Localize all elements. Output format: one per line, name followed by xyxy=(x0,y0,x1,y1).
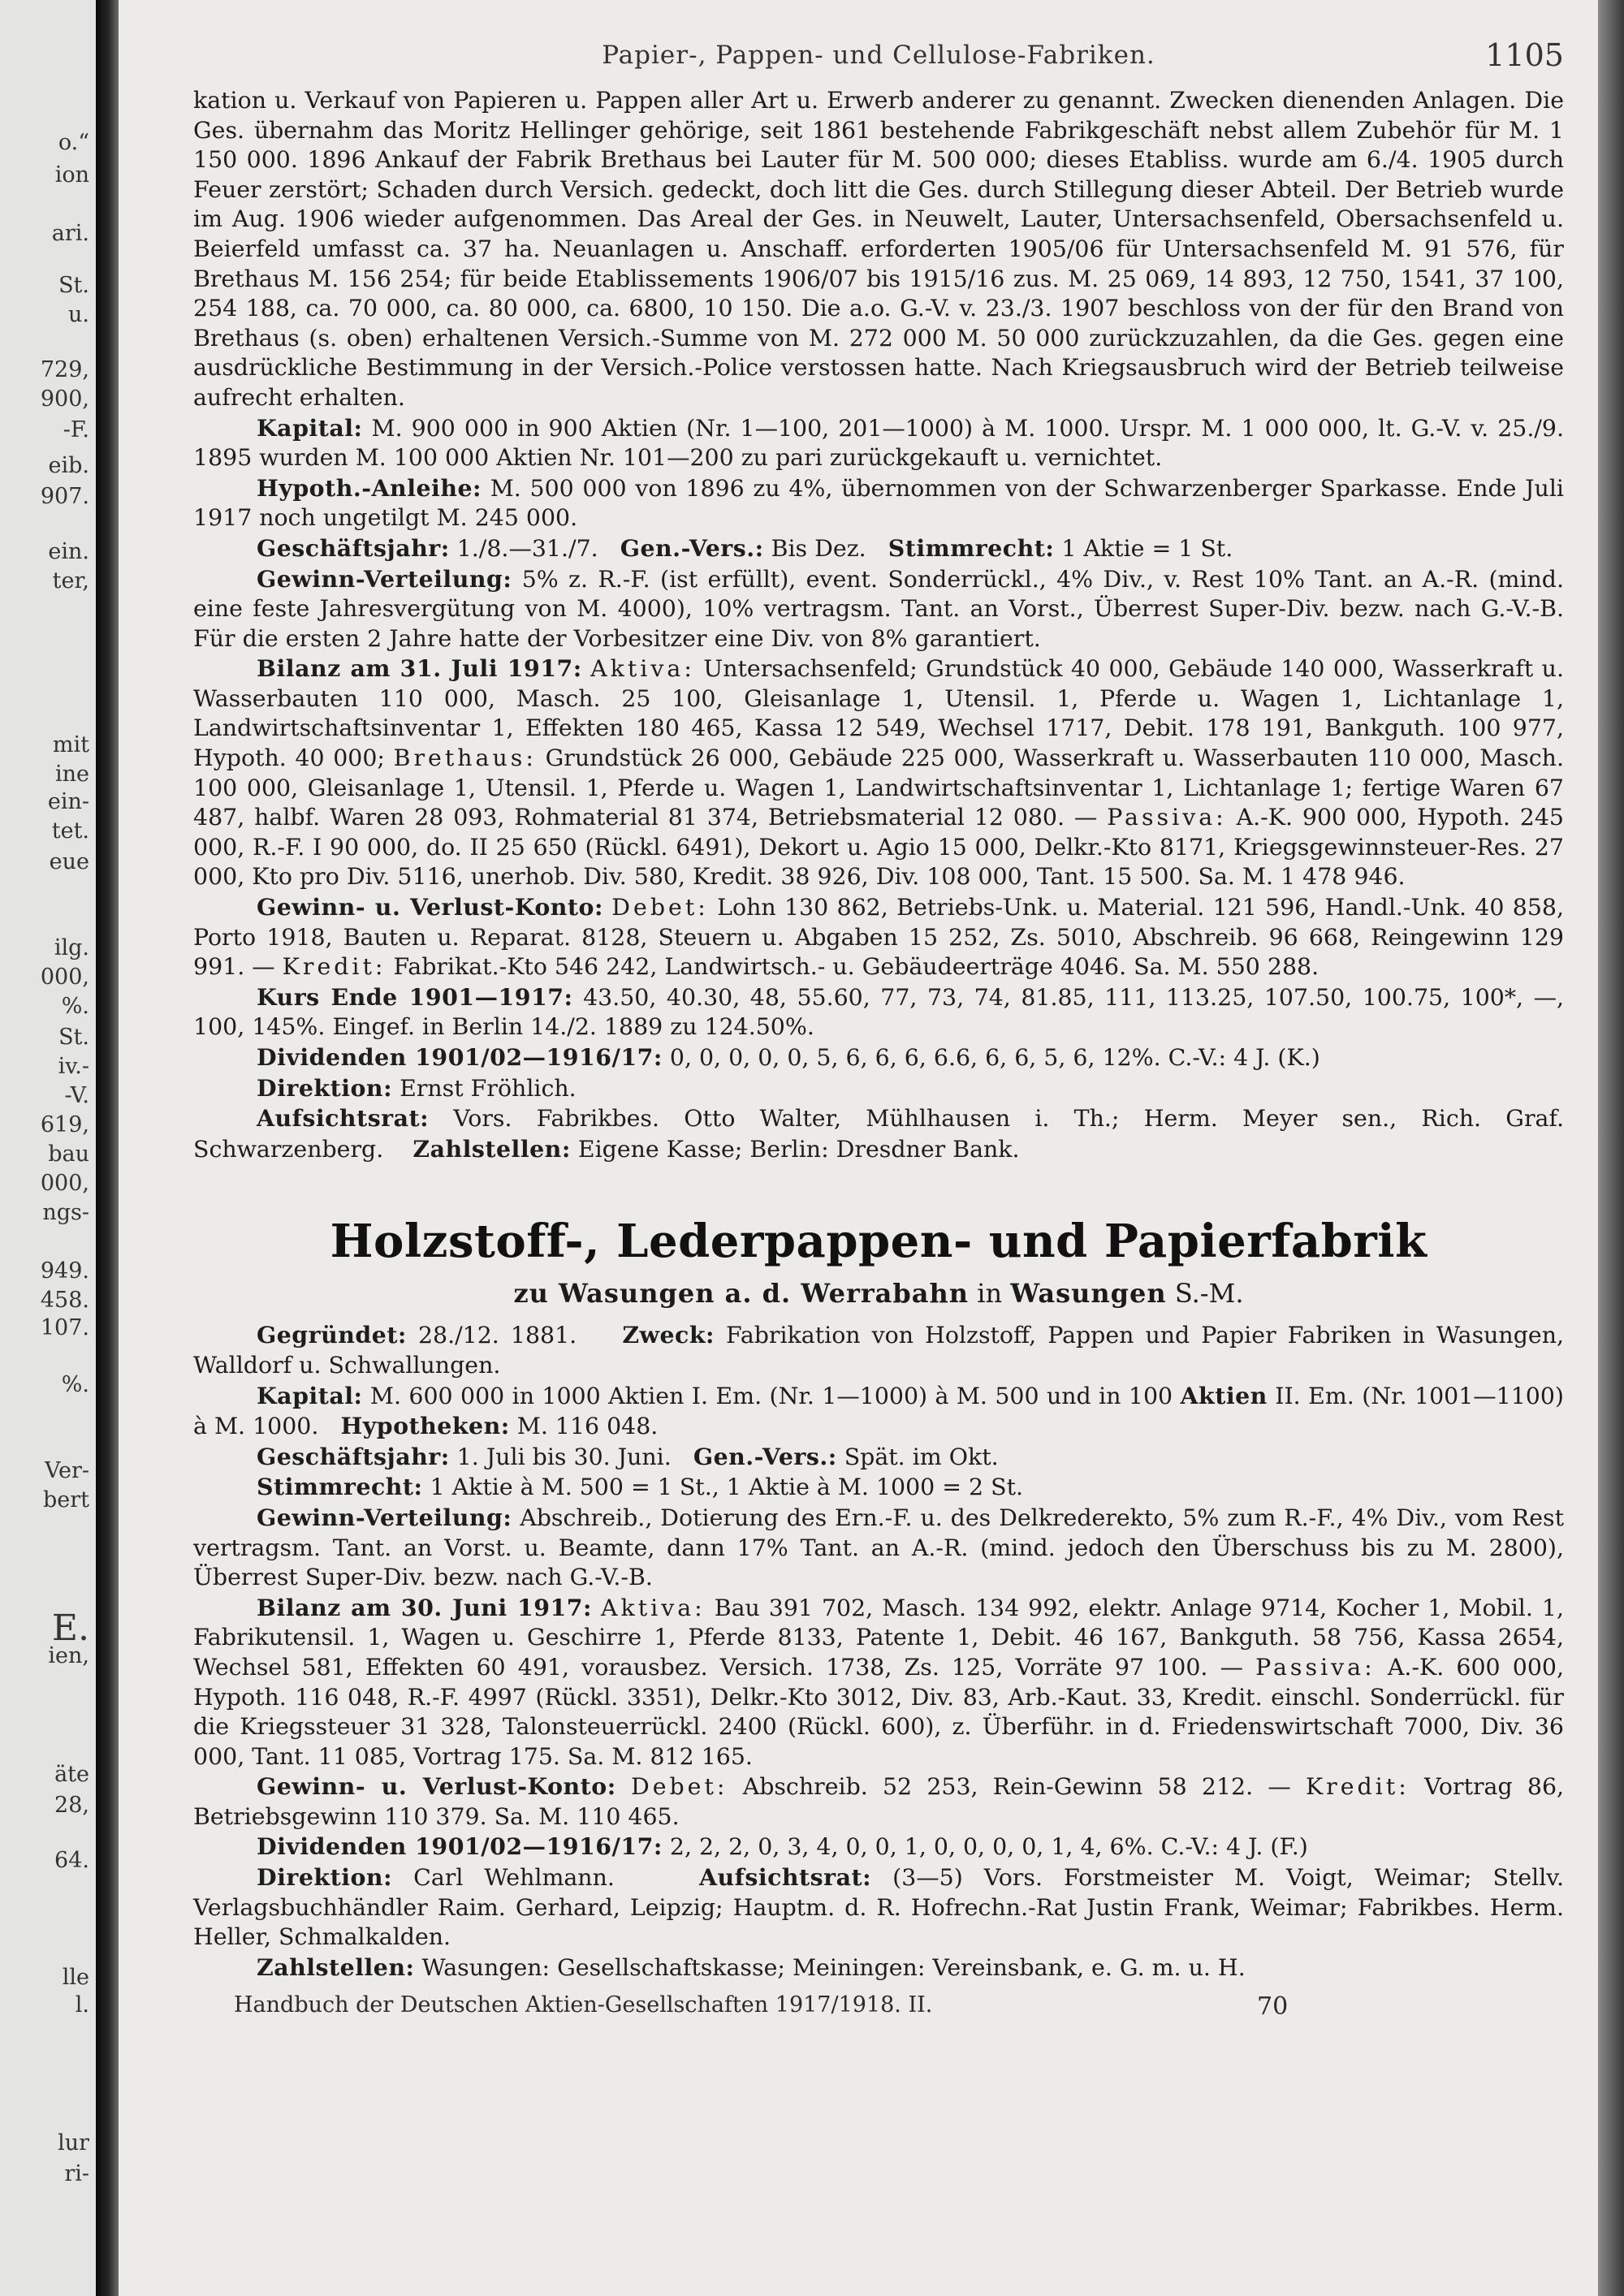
value: Vortrag 86, Betriebsgewinn 110 379. Sa. M. 110 465. xyxy=(193,1773,1565,1830)
adjacent-page-fragment: 907. xyxy=(40,484,89,509)
label: Passiva: xyxy=(1255,1653,1376,1681)
label: Geschäftsjahr: xyxy=(257,533,450,562)
value: Grundstück 26 000, Gebäude 225 000, Wasserkraft u. Wasserbauten 110 000, Masch. 100 000, Gleisanlage 1, Utensil. 1, Pferde u. Wagen 1, Landwirtschaftsinventar 1, Lichtanlage 1; fertige Waren 67 487, halbf. Waren 28 093, Rohmaterial 81 374, Betriebsmaterial 12 080. — xyxy=(193,744,1564,831)
company-heading xyxy=(193,1215,1564,1309)
adjacent-page-fragment: 64. xyxy=(54,1848,89,1873)
sheet-number: 70 xyxy=(1257,1992,1289,2022)
adjacent-page-fragment: mit xyxy=(52,732,89,757)
label: Gewinn-Verteilung: xyxy=(257,1503,512,1531)
fiscal-year-entry xyxy=(193,1442,1564,1473)
value: 1./8.—31./7. xyxy=(456,534,598,562)
management-entry xyxy=(193,1073,1564,1104)
value: 1 Aktie = 1 St. xyxy=(1061,534,1233,562)
adjacent-page-fragment: ion xyxy=(54,162,89,188)
adjacent-page-fragment: ilg. xyxy=(54,935,89,960)
document-page xyxy=(119,0,1598,2296)
profit-distribution-entry xyxy=(193,564,1564,654)
capital-entry xyxy=(193,1381,1564,1442)
founding-entry xyxy=(193,1320,1564,1380)
adjacent-page-fragment: bert xyxy=(42,1487,89,1513)
adjacent-page-fragment: bau xyxy=(48,1142,89,1167)
company-history: kation u. Verkauf von Papieren u. Pappen aller Art u. Erwerb anderer zu genannt. Zwecken dienenden Anlagen. Die Ges. übernahm das Moritz Hellinger gehörige, seit 1861 bestehende Fabrikgeschäft nebst allem Zubehör für M. 1 150 000. 1896 Ankauf der Fabrik Brethaus bei Lauter für M. 500 000; dieses Etabliss. wurde am 6./4. 1905 durch Feuer zerstört; Schaden durch Versich. gedeckt, doch litt die Ges. durch Stillegung dieser Abteil. Der Betrieb wurde im Aug. 1906 wieder aufgenommen. Das Areal der Ges. in Neuwelt, Lauter, Untersachsenfeld, Obersachsenfeld u. Beierfeld umfasst ca. 37 ha. Neuanlagen u. Anschaff. erforderten 1905/06 für Untersachsenfeld M. 91 576, für Brethaus M. 156 254; für beide Etablissements 1906/07 bis 1915/16 zus. M. 25 069, 14 893, 12 750, 1541, 37 100, 254 188, ca. 70 000, ca. 80 000, ca. 6800, 10 150. Die a.o. G.-V. v. 23./3. 1907 beschloss von der für den Brand von Brethaus (s. oben) erhaltenen Versich.-Summe von M. 272 000 M. 50 000 zurückzuzahlen, da die Ges. gegen eine ausdrückliche Bestimmung in der Versich.-Police verstossen hatte. Nach Kriegsausbruch wird der Betrieb teilweise aufrecht erhalten. xyxy=(193,87,1564,411)
label: Passiva: xyxy=(1107,804,1227,831)
page-footer xyxy=(193,1992,1564,2025)
adjacent-page-fragment: 949. xyxy=(40,1258,89,1284)
value: Untersachsenfeld; Grundstück 40 000, Gebäude 140 000, Wasserkraft u. Wasserbauten 110 000, Masch. 25 100, Gleisanlage 1, Utensil. 1, Pferde u. Wagen 1, Lichtanlage 1, Landwirtschaftsinventar 1, Effekten 180 465, Kassa 12 549, Wechsel 1717, Debit. 178 191, Bankguth. 100 977, Hypoth. 40 000; xyxy=(193,655,1564,772)
label: Direktion: xyxy=(257,1073,393,1102)
label: Kredit: xyxy=(282,953,387,981)
adjacent-page-fragment: ien, xyxy=(48,1643,89,1668)
label: Kapital: xyxy=(257,413,363,442)
balance-sheet-entry xyxy=(193,1593,1564,1772)
company-location xyxy=(193,1278,1564,1309)
adjacent-page-fragment: 000, xyxy=(40,1171,89,1196)
label: Aktiva: xyxy=(590,655,695,683)
label: Stimmrecht: xyxy=(888,533,1055,562)
capital-entry xyxy=(193,413,1564,473)
page-edge xyxy=(1598,0,1624,2296)
adjacent-page-fragment: -F. xyxy=(63,417,89,442)
adjacent-page-fragment: ein. xyxy=(48,539,89,564)
adjacent-page-fragment: tet. xyxy=(51,818,89,844)
label: Stimmrecht: xyxy=(257,1473,423,1501)
supervisory-board-entry xyxy=(193,1103,1564,1164)
value: M. 600 000 in 1000 Aktien I. Em. (Nr. 1—1000) à M. 500 und in 100 xyxy=(369,1382,1173,1409)
label: Zahlstellen: xyxy=(412,1134,571,1163)
value: Eigene Kasse; Berlin: Dresdner Bank. xyxy=(577,1135,1020,1163)
adjacent-page-fragment: ari. xyxy=(51,221,89,246)
label: Dividenden 1901/02—1916/17: xyxy=(257,1043,663,1071)
value: Abschreib. 52 253, Rein-Gewinn 58 212. — xyxy=(742,1773,1291,1801)
running-head xyxy=(193,37,1564,86)
label: Geschäftsjahr: xyxy=(257,1442,450,1470)
adjacent-page-fragment: lur xyxy=(58,2130,89,2156)
label: Kapital: xyxy=(257,1381,363,1409)
label: Aktien xyxy=(1180,1381,1268,1409)
adjacent-page-fragment: ine xyxy=(54,762,89,787)
label: Hypotheken: xyxy=(340,1412,510,1440)
label: Kurs Ende 1901—1917: xyxy=(257,982,573,1011)
label: Gewinn-Verteilung: xyxy=(257,564,512,593)
label: Dividenden 1901/02—1916/17: xyxy=(257,1832,663,1861)
value: Fabrikation von Holzstoff, Pappen und Papier Fabriken in Wasungen, Walldorf u. Schwallungen. xyxy=(193,1322,1564,1379)
label: Hypoth.-Anleihe: xyxy=(257,473,482,502)
running-title: Papier-, Pappen- und Cellulose-Fabriken. xyxy=(602,41,1155,70)
voting-rights-entry xyxy=(193,1472,1564,1503)
company-name: Holzstoff-, Lederpappen- und Papierfabrik xyxy=(330,1215,1427,1269)
adjacent-page-fragment: 28, xyxy=(54,1793,89,1818)
publication-line: Handbuch der Deutschen Aktien-Gesellschaften 1917/1918. II. xyxy=(234,1992,933,2018)
adjacent-page-fragment: 000, xyxy=(40,965,89,990)
book-gutter xyxy=(96,0,119,2296)
label: Debet: xyxy=(611,894,709,921)
value: Vors. Fabrikbes. Otto Walter, Mühlhausen i. Th.; Herm. Meyer sen., Rich. Graf. Schwarzenberg. xyxy=(193,1105,1564,1163)
label: Aufsichtsrat: xyxy=(698,1863,872,1892)
adjacent-page-fragment: ein- xyxy=(47,789,89,814)
label: Gen.-Vers.: xyxy=(620,533,764,562)
dividends-entry xyxy=(193,1042,1564,1073)
adjacent-page-fragment: 729, xyxy=(40,357,89,382)
label: Gen.-Vers.: xyxy=(693,1442,837,1470)
label: Gewinn- u. Verlust-Konto: xyxy=(257,1772,616,1801)
label: Aktiva: xyxy=(601,1594,706,1621)
value: A.-K. 900 000, Hypoth. 245 000, R.-F. I 90 000, do. II 25 650 (Rückl. 6491), Dekort u. Agio 15 000, Delkr.-Kto 8171, Kriegsgewinnsteuer-Res. 27 000, Kto pro Div. 5116, unerhob. Div. 580, Kredit. 38 926, Div. 108 000, Tant. 15 500. Sa. M. 1 478 946. xyxy=(193,804,1564,891)
value: Spät. im Okt. xyxy=(844,1443,999,1470)
label: Gegründet: xyxy=(257,1321,407,1349)
value: Bis Dez. xyxy=(771,534,866,562)
value: Carl Wehlmann. xyxy=(413,1864,615,1892)
management-entry xyxy=(193,1862,1564,1953)
value: Abschreib., Dotierung des Ern.-F. u. des Delkrederekto, 5% zum R.-F., 4% Div., vom Rest vertragsm. Tant. an Vorst. u. Beamte, dann 17% Tant. an A.-R. (mind. jedoch den Überschuss bis zu M. 2800), Überrest Super-Div. bezw. nach G.-V.-B. xyxy=(193,1504,1564,1591)
adjacent-page-fragment: 458. xyxy=(40,1288,89,1313)
profit-loss-entry xyxy=(193,1772,1564,1832)
label: Brethaus: xyxy=(393,744,537,772)
adjacent-page-strip xyxy=(0,0,96,2296)
mortgage-loan-entry xyxy=(193,473,1564,533)
adjacent-page-fragment: äte xyxy=(54,1762,89,1787)
adjacent-page-fragment: %. xyxy=(61,1372,89,1397)
adjacent-page-fragment: eue xyxy=(49,849,89,874)
dividends-entry xyxy=(193,1832,1564,1862)
balance-sheet-entry xyxy=(193,654,1564,892)
adjacent-page-fragment: 619, xyxy=(40,1112,89,1137)
value: M. 116 048. xyxy=(516,1413,659,1440)
adjacent-page-fragment: o.“ xyxy=(58,130,89,155)
label: Direktion: xyxy=(257,1863,393,1892)
label: Aufsichtsrat: xyxy=(257,1104,430,1133)
adjacent-page-fragment: St. xyxy=(58,1025,89,1050)
value: Ernst Fröhlich. xyxy=(400,1074,577,1102)
label: Gewinn- u. Verlust-Konto: xyxy=(257,893,603,921)
location-region: S.-M. xyxy=(1174,1278,1244,1310)
profit-distribution-entry xyxy=(193,1503,1564,1593)
adjacent-page-fragment: E. xyxy=(51,1608,89,1649)
adjacent-page-fragment: Ver- xyxy=(44,1458,89,1483)
fiscal-year-entry xyxy=(193,533,1564,564)
label: Debet: xyxy=(630,1773,728,1801)
value: 5% z. R.-F. (ist erfüllt), event. Sonderrückl., 4% Div., v. Rest 10% Tant. an A.-R. (mind. eine feste Jahresvergütung von M. 4000), 10% vertragsm. Tant. an Vorst., Überrest Super-Div. bezw. nach G.-V.-B. Für die ersten 2 Jahre hatte der Vorbesitzer eine Div. von 8% garantiert. xyxy=(193,565,1565,652)
share-price-entry xyxy=(193,982,1564,1042)
value: Lohn 130 862, Betriebs-Unk. u. Material. 121 596, Handl.-Unk. 40 858, Porto 1918, Bauten u. Reparat. 8128, Steuern u. Abgaben 15 252, Zs. 5010, Abschreib. 96 668, Reingewinn 129 991. — xyxy=(193,894,1564,981)
label: Kredit: xyxy=(1305,1773,1410,1801)
value: Bau 391 702, Masch. 134 992, elektr. Anlage 9714, Kocher 1, Mobil. 1, Fabrikutensil. 1, Wagen u. Geschirre 1, Pferde 8133, Patente 1, Debit. 46 167, Bankguth. 58 756, Kassa 2654, Wechsel 581, Effekten 60 491, vorausbez. Versich. 1738, Zs. 125, Vorräte 97 100. — xyxy=(193,1594,1564,1681)
value: M. 900 000 in 900 Aktien (Nr. 1—100, 201—1000) à M. 1000. Urspr. M. 1 000 000, lt. G.-V. v. 25./9. 1895 wurden M. 100 000 Aktien Nr. 101—200 zu pari zurückgekauft u. vernichtet. xyxy=(193,414,1564,472)
value: M. 500 000 von 1896 zu 4%, übernommen von der Schwarzenberger Sparkasse. Ende Juli 1917 noch ungetilgt M. 245 000. xyxy=(193,474,1564,532)
adjacent-page-fragment: 107. xyxy=(40,1315,89,1340)
value: 1 Aktie à M. 500 = 1 St., 1 Aktie à M. 1000 = 2 St. xyxy=(430,1474,1024,1501)
value: A.-K. 600 000, Hypoth. 116 048, R.-F. 4997 (Rückl. 3351), Delkr.-Kto 3012, Div. 83, Arb.-Kaut. 33, Kredit. einschl. Sonderrückl. für die Kriegssteuer 31 328, Talonsteuerrückl. 2400 (Rückl. 600), z. Überführ. in d. Friedenswirtschaft 7000, Div. 36 000, Tant. 11 085, Vortrag 175. Sa. M. 812 165. xyxy=(193,1653,1564,1770)
adjacent-page-fragment: lle xyxy=(62,1965,89,1990)
adjacent-page-fragment: ter, xyxy=(52,568,89,593)
value: 28./12. 1881. xyxy=(417,1322,577,1349)
location-town: Wasungen xyxy=(1010,1278,1167,1310)
label: Zweck: xyxy=(622,1321,715,1349)
profit-loss-entry xyxy=(193,892,1564,982)
adjacent-page-fragment: u. xyxy=(68,302,89,327)
adjacent-page-fragment: 900, xyxy=(40,386,89,412)
page-content xyxy=(193,37,1565,2025)
adjacent-page-fragment: St. xyxy=(58,273,89,298)
adjacent-page-fragment: eib. xyxy=(48,453,89,478)
value: Fabrikat.-Kto 546 242, Landwirtsch.- u. Gebäudeerträge 4046. Sa. M. 550 288. xyxy=(393,953,1320,981)
adjacent-page-fragment: ri- xyxy=(64,2161,89,2186)
value: (3—5) Vors. Forstmeister M. Voigt, Weimar; Stellv. Verlagsbuchhändler Raim. Gerhard, Leipzig; Hauptm. d. R. Hofrechn.-Rat Justin Frank, Weimar; Fabrikbes. Herm. Heller, Schmalkalden. xyxy=(193,1864,1565,1951)
adjacent-page-fragment: -V. xyxy=(64,1083,89,1108)
label: Bilanz am 30. Juni 1917: xyxy=(257,1593,592,1621)
value: 2, 2, 2, 0, 3, 4, 0, 0, 1, 0, 0, 0, 0, 1, 4, 6%. C.-V.: 4 J. (F.) xyxy=(669,1833,1308,1861)
location-name: zu Wasungen a. d. Werrabahn xyxy=(513,1278,970,1310)
adjacent-page-fragment: iv.- xyxy=(58,1054,89,1079)
value: II. Em. (Nr. 1001—1100) à M. 1000. xyxy=(193,1382,1564,1440)
location-joiner: in xyxy=(977,1278,1003,1310)
value: 43.50, 40.30, 48, 55.60, 77, 73, 74, 81.85, 111, 113.25, 107.50, 100.75, 100*, —, 100, 145%. Eingef. in Berlin 14./2. 1889 zu 124.50%. xyxy=(193,983,1564,1041)
adjacent-page-fragment: %. xyxy=(61,994,89,1019)
label: Zahlstellen: xyxy=(257,1953,415,1981)
adjacent-page-fragment: l. xyxy=(75,1992,89,2018)
value: 0, 0, 0, 0, 0, 5, 6, 6, 6, 6.6, 6, 6, 5, 6, 12%. C.-V.: 4 J. (K.) xyxy=(669,1044,1320,1071)
page-number: 1105 xyxy=(1485,37,1564,73)
value: 1. Juli bis 30. Juni. xyxy=(456,1443,672,1470)
paying-agents-entry xyxy=(193,1953,1564,1983)
adjacent-page-fragment: ngs- xyxy=(42,1200,89,1225)
label: Bilanz am 31. Juli 1917: xyxy=(257,654,582,683)
value: Wasungen: Gesellschaftskasse; Meiningen: Vereinsbank, e. G. m. u. H. xyxy=(421,1953,1246,1981)
